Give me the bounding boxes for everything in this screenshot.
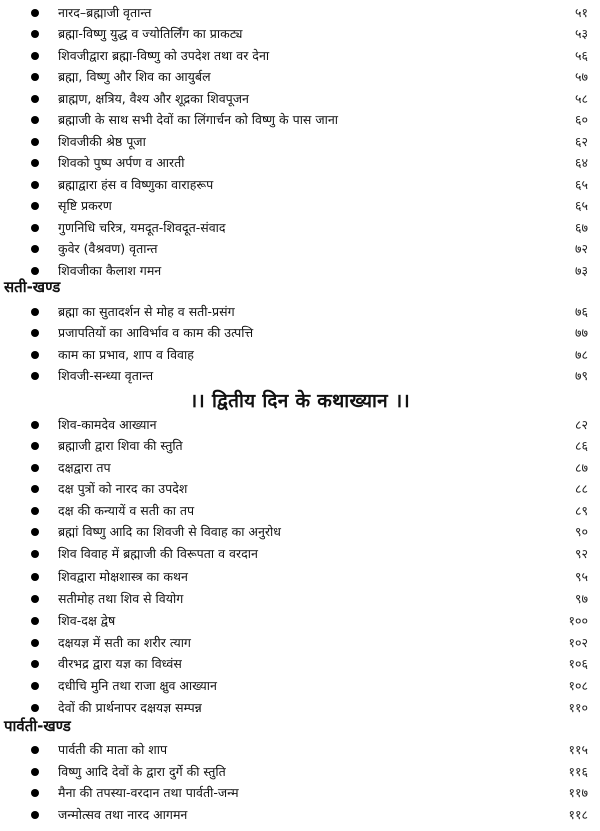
entry-page-number: ८६ [574, 438, 588, 453]
entry-page-number: ५३ [574, 26, 588, 41]
toc-entry [0, 344, 600, 365]
entry-page-number: ७८ [574, 347, 588, 362]
bullet-icon [31, 550, 39, 558]
day-two-heading: ।। द्वितीय दिन के कथाख्यान ।। [190, 390, 410, 412]
bullet-icon [31, 811, 39, 819]
toc-entry [0, 174, 600, 195]
bullet-icon [31, 617, 39, 625]
entry-page-number: ८८ [574, 481, 588, 496]
bullet-icon [31, 181, 39, 189]
toc-entry [0, 761, 600, 782]
toc-entry [0, 588, 600, 609]
entry-page-number: ५१ [574, 5, 588, 20]
toc-entry [0, 543, 600, 564]
entry-page-number: ९० [574, 524, 588, 539]
bullet-icon [31, 485, 39, 493]
toc-entry [0, 238, 600, 259]
bullet-icon [31, 704, 39, 712]
bullet-icon [31, 95, 39, 103]
entry-page-number: ८७ [574, 460, 588, 475]
entry-title: दक्षयज्ञ में सती का शरीर त्याग [58, 635, 191, 650]
entry-page-number: १०० [568, 613, 588, 628]
entry-title: ब्रह्मा-विष्णु युद्ध व ज्योतिर्लिंग का प्राकट्य [58, 26, 243, 41]
bullet-icon [31, 464, 39, 472]
bullet-icon [31, 52, 39, 60]
entry-title: शिवजीद्वारा ब्रह्मा-विष्णु को उपदेश तथा वर देना [58, 48, 270, 63]
entry-title: ब्रह्माजी के साथ सभी देवों का लिंगार्चन को विष्णु के पास जाना [58, 112, 339, 127]
toc-entry [0, 435, 600, 456]
entry-page-number: ११५ [568, 742, 588, 757]
bullet-icon [31, 116, 39, 124]
bullet-icon [31, 639, 39, 647]
entry-title: ब्रह्मा का सुतादर्शन से मोह व सती-प्रसंग [58, 304, 235, 319]
entry-title: दक्षद्वारा तप [58, 460, 111, 475]
entry-page-number: ११७ [568, 785, 588, 800]
entry-page-number: १०२ [568, 635, 588, 650]
entry-title: दक्ष की कन्यायें व सती का तप [58, 503, 195, 518]
toc-entry [0, 66, 600, 87]
bullet-icon [31, 159, 39, 167]
entry-page-number: ७७ [574, 325, 588, 340]
entry-title: प्रजापतियों का आविर्भाव व काम की उत्पत्ति [58, 325, 254, 340]
toc-entry [0, 217, 600, 238]
bullet-icon [31, 595, 39, 603]
toc-entry [0, 500, 600, 521]
entry-title: ब्रह्माजी द्वारा शिवा की स्तुति [58, 438, 183, 453]
entry-page-number: ८९ [574, 503, 588, 518]
entry-page-number: ६० [574, 112, 588, 127]
bullet-icon [31, 421, 39, 429]
entry-title: गुणनिधि चरित्र, यमदूत-शिवदूत-संवाद [58, 220, 226, 235]
bullet-icon [31, 372, 39, 380]
toc-entry [0, 782, 600, 803]
bullet-icon [31, 202, 39, 210]
entry-title: ब्राह्मण, क्षत्रिय, वैश्य और शूद्रका शिवपूजन [58, 91, 249, 106]
entry-page-number: ११६ [568, 764, 588, 779]
entry-title: काम का प्रभाव, शाप व विवाह [58, 347, 194, 362]
entry-title: शिव-दक्ष द्वेष [58, 613, 116, 628]
toc-entry [0, 45, 600, 66]
bullet-icon [31, 682, 39, 690]
section-heading-parvati-khand: पार्वती-खण्ड [4, 717, 71, 735]
toc-entry [0, 697, 600, 718]
entry-page-number: ६५ [574, 198, 588, 213]
bullet-icon [31, 351, 39, 359]
bullet-icon [31, 442, 39, 450]
bullet-icon [31, 308, 39, 316]
entry-page-number: ६५ [574, 177, 588, 192]
toc-entry [0, 88, 600, 109]
toc-entry [0, 414, 600, 435]
bullet-icon [31, 245, 39, 253]
entry-title: शिवजीकी श्रेष्ठ पूजा [58, 134, 146, 149]
entry-page-number: ६२ [574, 134, 588, 149]
bullet-icon [31, 329, 39, 337]
toc-entry [0, 653, 600, 674]
bullet-icon [31, 30, 39, 38]
entry-title: ब्रह्माद्वारा हंस व विष्णुका वाराहरूप [58, 177, 214, 192]
toc-entry [0, 301, 600, 322]
toc-entry [0, 804, 600, 825]
entry-title: दक्ष पुत्रों को नारद का उपदेश [58, 481, 188, 496]
bullet-icon [31, 267, 39, 275]
entry-title: पार्वती की माता को शाप [58, 742, 168, 757]
entry-title: ब्रह्मां विष्णु आदि का शिवजी से विवाह का अनुरोध [58, 524, 281, 539]
toc-entry [0, 260, 600, 281]
entry-title: कुवेर (वैश्रवण) वृतान्त [58, 241, 158, 256]
bullet-icon [31, 660, 39, 668]
entry-title: शिव विवाह में ब्रह्माजी की विरूपता व वरदान [58, 546, 258, 561]
entry-title: दधीचि मुनि तथा राजा क्षुव आख्यान [58, 678, 217, 693]
entry-page-number: ७९ [574, 368, 588, 383]
bullet-icon [31, 573, 39, 581]
entry-title: सतीमोह तथा शिव से वियोग [58, 591, 184, 606]
bullet-icon [31, 528, 39, 536]
toc-entry [0, 478, 600, 499]
entry-page-number: ९२ [574, 546, 588, 561]
bullet-icon [31, 746, 39, 754]
bullet-icon [31, 138, 39, 146]
entry-page-number: ९५ [574, 569, 588, 584]
entry-title: मैना की तपस्या-वरदान तथा पार्वती-जन्म [58, 785, 239, 800]
entry-page-number: ११० [568, 700, 588, 715]
entry-page-number: ५६ [574, 48, 588, 63]
toc-entry [0, 23, 600, 44]
entry-title: देवों की प्रार्थनापर दक्षयज्ञ सम्पन्न [58, 700, 202, 715]
entry-page-number: ९७ [574, 591, 588, 606]
entry-title: शिवको पुष्प अर्पण व आरती [58, 155, 185, 170]
entry-page-number: ६७ [574, 220, 588, 235]
bullet-icon [31, 9, 39, 17]
entry-page-number: ५७ [574, 69, 588, 84]
toc-entry [0, 521, 600, 542]
toc-entry [0, 195, 600, 216]
entry-page-number: ६४ [574, 155, 588, 170]
entry-title: ब्रह्मा, विष्णु और शिव का आयुर्बल [58, 69, 211, 84]
bullet-icon [31, 224, 39, 232]
entry-page-number: ७२ [574, 241, 588, 256]
toc-entry [0, 457, 600, 478]
entry-title: वीरभद्र द्वारा यज्ञ का विध्वंस [58, 656, 182, 671]
bullet-icon [31, 73, 39, 81]
toc-entry [0, 152, 600, 173]
toc-entry [0, 365, 600, 386]
toc-entry [0, 131, 600, 152]
entry-page-number: ८२ [574, 417, 588, 432]
entry-title: जन्मोत्सव तथा नारद आगमन [58, 807, 188, 822]
toc-entry [0, 632, 600, 653]
entry-page-number: १०८ [568, 678, 588, 693]
toc-entry [0, 739, 600, 760]
entry-title: शिव-कामदेव आख्यान [58, 417, 157, 432]
entry-title: शिवजी-सन्ध्या वृतान्त [58, 368, 154, 383]
toc-entry [0, 2, 600, 23]
toc-entry [0, 675, 600, 696]
bullet-icon [31, 789, 39, 797]
entry-title: विष्णु आदि देवों के द्वारा दुर्गे की स्तुति [58, 764, 226, 779]
entry-page-number: ७६ [574, 304, 588, 319]
toc-entry [0, 109, 600, 130]
entry-page-number: ७३ [574, 263, 588, 278]
entry-title: शिवद्वारा मोक्षशास्त्र का कथन [58, 569, 188, 584]
section-heading-sati-khand: सती-खण्ड [4, 278, 61, 296]
toc-entry [0, 610, 600, 631]
toc-entry [0, 566, 600, 587]
entry-title: सृष्टि प्रकरण [58, 198, 112, 213]
entry-page-number: ५८ [574, 91, 588, 106]
toc-entry [0, 322, 600, 343]
entry-page-number: १०६ [568, 656, 588, 671]
entry-title: शिवजीका कैलाश गमन [58, 263, 162, 278]
bullet-icon [31, 768, 39, 776]
entry-title: नारद–ब्रह्माजी वृतान्त [58, 5, 152, 20]
bullet-icon [31, 507, 39, 515]
entry-page-number: ११८ [568, 807, 588, 822]
